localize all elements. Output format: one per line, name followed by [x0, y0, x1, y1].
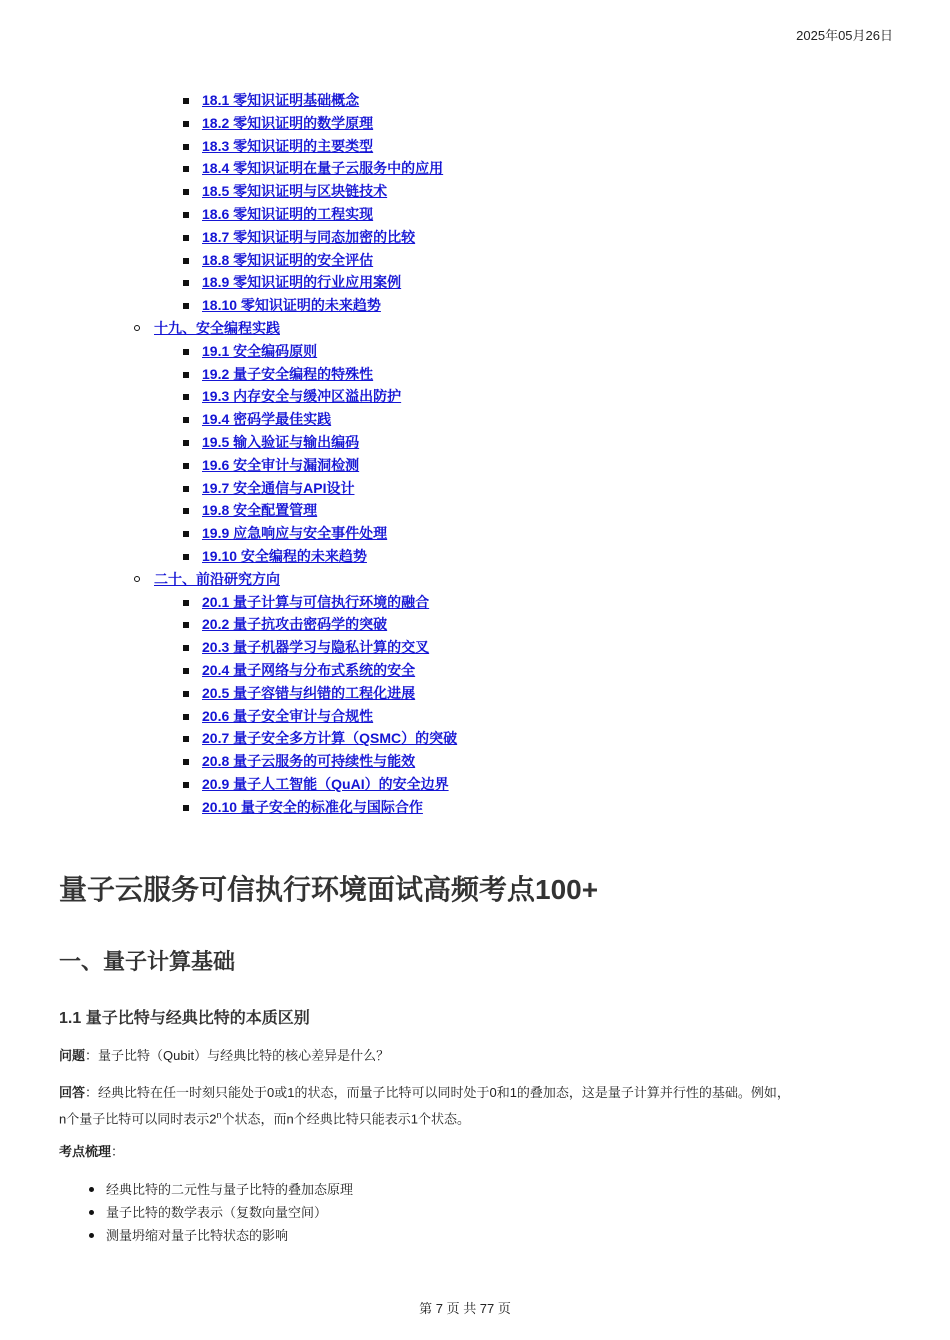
toc-subsection-item [0, 499, 950, 522]
toc-link[interactable]: 18.4 零知识证明在量子云服务中的应用 [202, 160, 444, 177]
square-bullet-icon [183, 121, 189, 127]
toc-link[interactable]: 20.10 量子安全的标准化与国际合作 [202, 798, 423, 815]
toc-link[interactable]: 18.5 零知识证明与区块链技术 [202, 183, 388, 200]
toc-subsection-item [0, 705, 950, 728]
list-item-text: 测量坍缩对量子比特状态的影响 [106, 1228, 289, 1243]
question-label: 问题 [59, 1048, 86, 1063]
toc-subsection-item [0, 249, 950, 272]
list-item [0, 1201, 950, 1224]
circle-bullet-icon [134, 325, 140, 331]
square-bullet-icon [183, 714, 189, 720]
answer-superscript: n [216, 1110, 222, 1120]
square-bullet-icon [183, 782, 189, 788]
square-bullet-icon [183, 189, 189, 195]
square-bullet-icon [183, 440, 189, 446]
toc-link[interactable]: 20.5 量子容错与纠错的工程化进展 [202, 684, 416, 701]
toc-link[interactable]: 20.4 量子网络与分布式系统的安全 [202, 661, 416, 678]
toc-link[interactable]: 18.6 零知识证明的工程实现 [202, 205, 374, 222]
toc-subsection-item [0, 294, 950, 317]
toc-subsection-item [0, 226, 950, 249]
key-points-list [0, 1178, 950, 1247]
toc-subsection-item [0, 203, 950, 226]
square-bullet-icon [183, 212, 189, 218]
square-bullet-icon [183, 600, 189, 606]
toc-link[interactable]: 18.2 零知识证明的数学原理 [202, 114, 374, 131]
toc-link[interactable]: 20.3 量子机器学习与隐私计算的交叉 [202, 639, 430, 656]
toc-subsection-item [0, 545, 950, 568]
section-heading: 一、量子计算基础 [59, 949, 236, 974]
toc-subsection-item [0, 363, 950, 386]
toc-subsection-item [0, 750, 950, 773]
square-bullet-icon [183, 280, 189, 286]
answer-line-2b: 个状态，而n个经典比特只能表示1个状态。 [221, 1111, 470, 1127]
square-bullet-icon [183, 394, 189, 400]
toc-link[interactable]: 19.1 安全编码原则 [202, 342, 318, 359]
toc-link[interactable]: 19.6 安全审计与漏洞检测 [202, 456, 360, 473]
toc-subsection-item [0, 408, 950, 431]
toc-link[interactable]: 二十、前沿研究方向 [154, 570, 280, 587]
toc-section-item [0, 317, 950, 340]
square-bullet-icon [183, 349, 189, 355]
toc-link[interactable]: 18.3 零知识证明的主要类型 [202, 137, 374, 154]
toc-subsection-item [0, 682, 950, 705]
table-of-contents [0, 89, 950, 819]
toc-subsection-item [0, 613, 950, 636]
toc-link[interactable]: 20.6 量子安全审计与合规性 [202, 707, 374, 724]
square-bullet-icon [183, 258, 189, 264]
toc-subsection-item [0, 659, 950, 682]
points-colon: ： [111, 1144, 125, 1159]
disc-bullet-icon [89, 1210, 94, 1215]
toc-link[interactable]: 20.7 量子安全多方计算（QSMC）的突破 [202, 730, 458, 747]
toc-link[interactable]: 十九、安全编程实践 [154, 319, 280, 336]
list-item [0, 1224, 950, 1247]
toc-link[interactable]: 19.2 量子安全编程的特殊性 [202, 365, 374, 382]
answer-paragraph [59, 1082, 879, 1130]
points-heading [59, 1141, 879, 1163]
square-bullet-icon [183, 98, 189, 104]
square-bullet-icon [183, 805, 189, 811]
toc-subsection-item [0, 157, 950, 180]
toc-link[interactable]: 19.8 安全配置管理 [202, 502, 318, 519]
square-bullet-icon [183, 144, 189, 150]
toc-link[interactable]: 19.3 内存安全与缓冲区溢出防护 [202, 388, 402, 405]
toc-subsection-item [0, 773, 950, 796]
square-bullet-icon [183, 508, 189, 514]
points-label: 考点梳理 [59, 1144, 112, 1159]
square-bullet-icon [183, 668, 189, 674]
list-item-text: 量子比特的数学表示（复数向量空间） [106, 1205, 328, 1220]
toc-subsection-item [0, 454, 950, 477]
toc-subsection-item [0, 180, 950, 203]
toc-subsection-item [0, 112, 950, 135]
subsection-heading: 1.1 量子比特与经典比特的本质区别 [59, 1010, 310, 1027]
disc-bullet-icon [89, 1233, 94, 1238]
toc-subsection-item [0, 89, 950, 112]
list-item [0, 1178, 950, 1201]
question-paragraph [59, 1045, 879, 1067]
square-bullet-icon [183, 372, 189, 378]
disc-bullet-icon [89, 1187, 94, 1192]
toc-subsection-item [0, 135, 950, 158]
answer-label: 回答 [59, 1085, 86, 1100]
list-item-text: 经典比特的二元性与量子比特的叠加态原理 [106, 1182, 354, 1197]
toc-subsection-item [0, 431, 950, 454]
document-title: 量子云服务可信执行环境面试高频考点100+ [59, 874, 599, 905]
square-bullet-icon [183, 417, 189, 423]
toc-subsection-item [0, 271, 950, 294]
toc-link[interactable]: 18.1 零知识证明基础概念 [202, 92, 360, 108]
toc-subsection-item [0, 727, 950, 750]
square-bullet-icon [183, 235, 189, 241]
toc-subsection-item [0, 636, 950, 659]
circle-bullet-icon [134, 576, 140, 582]
square-bullet-icon [183, 554, 189, 560]
square-bullet-icon [183, 645, 189, 651]
toc-subsection-item [0, 522, 950, 545]
square-bullet-icon [183, 622, 189, 628]
square-bullet-icon [183, 486, 189, 492]
square-bullet-icon [183, 691, 189, 697]
page-number: 第 7 页 共 77 页 [419, 1301, 511, 1316]
square-bullet-icon [183, 531, 189, 537]
toc-link[interactable]: 18.8 零知识证明的安全评估 [202, 251, 374, 268]
question-text: ：量子比特（Qubit）与经典比特的核心差异是什么？ [85, 1048, 390, 1063]
document-date: 2025年05月26日 [796, 28, 893, 43]
toc-link[interactable]: 20.8 量子云服务的可持续性与能效 [202, 753, 416, 770]
toc-link[interactable]: 19.9 应急响应与安全事件处理 [202, 525, 388, 542]
square-bullet-icon [183, 736, 189, 742]
toc-link[interactable]: 20.1 量子计算与可信执行环境的融合 [202, 593, 430, 610]
square-bullet-icon [183, 759, 189, 765]
answer-line-2a: n个量子比特可以同时表示2 [59, 1111, 217, 1127]
toc-link[interactable]: 18.7 零知识证明与同态加密的比较 [202, 228, 416, 245]
toc-link[interactable]: 19.7 安全通信与API设计 [202, 479, 355, 496]
square-bullet-icon [183, 303, 189, 309]
toc-subsection-item [0, 477, 950, 500]
toc-link[interactable]: 18.9 零知识证明的行业应用案例 [202, 274, 402, 291]
toc-link[interactable]: 18.10 零知识证明的未来趋势 [202, 297, 381, 314]
toc-section-item [0, 568, 950, 591]
toc-link[interactable]: 20.2 量子抗攻击密码学的突破 [202, 616, 388, 633]
toc-subsection-item [0, 385, 950, 408]
toc-link[interactable]: 19.5 输入验证与输出编码 [202, 433, 360, 450]
toc-subsection-item [0, 340, 950, 363]
toc-subsection-item [0, 591, 950, 614]
toc-link[interactable]: 19.10 安全编程的未来趋势 [202, 547, 367, 564]
square-bullet-icon [183, 166, 189, 172]
toc-link[interactable]: 19.4 密码学最佳实践 [202, 411, 332, 428]
square-bullet-icon [183, 463, 189, 469]
toc-subsection-item [0, 796, 950, 819]
toc-link[interactable]: 20.9 量子人工智能（QuAI）的安全边界 [202, 775, 449, 792]
answer-line-1: ：经典比特在任一时刻只能处于0或1的状态，而量子比特可以同时处于0和1的叠加态，这是量子计算并行性的基础。例如， [85, 1085, 790, 1100]
